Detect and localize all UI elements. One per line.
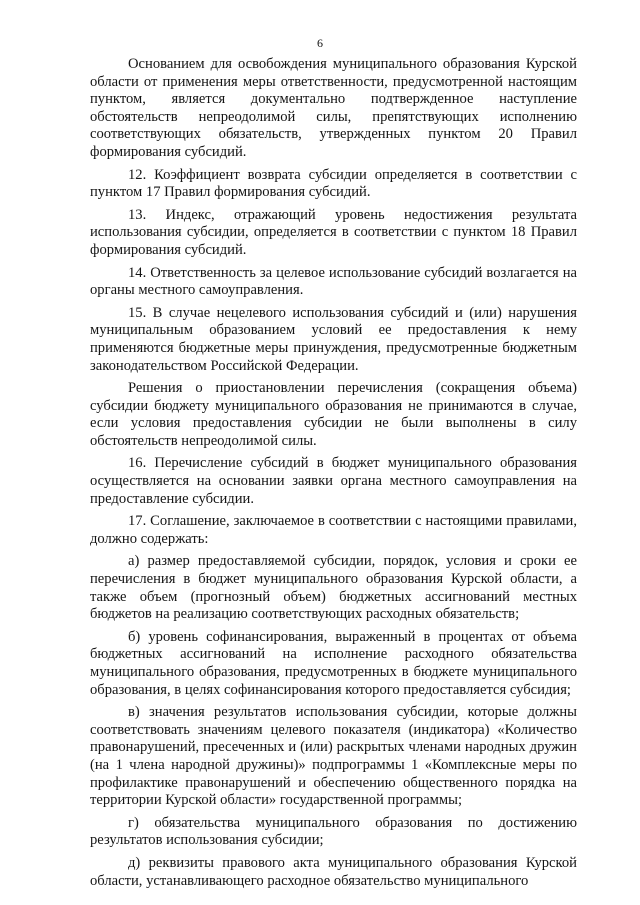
page-number: 6: [317, 36, 323, 50]
paragraph-14: 14. Ответственность за целевое использование субсидий возлагается на органы местного самоуправления.: [90, 264, 577, 299]
paragraph-16: 16. Перечисление субсидий в бюджет муниципального образования осуществляется на основании заявки органа местного самоуправления на предоставление субсидии.: [90, 455, 577, 507]
paragraph-17-v: в) значения результатов использования субсидии, которые должны соответствовать значениям целевого показателя (индикатора) «Количество правонарушений, пресеченных и (или) раскрытых членами народных дружин (на 1 члена народной дружины)» подпрограммы 1 «Комплексные меры по профилактике правонарушений и обеспечению общественного порядка на территории Курской области» государственной программы;: [90, 704, 577, 809]
document-body: [90, 56, 577, 895]
paragraph-12: 12. Коэффициент возврата субсидии определяется в соответствии с пунктом 17 Правил формирования субсидий.: [90, 166, 577, 201]
paragraph-exemption-basis: Основанием для освобождения муниципального образования Курской области от применения меры ответственности, предусмотренной настоящим пунктом, является документально подтвержденное наступление обстоятельств непреодолимой силы, препятствующих исполнению соответствующих обязательств, утвержденных пунктом 20 Правил формирования субсидий.: [90, 56, 577, 160]
paragraph-suspension-decisions: Решения о приостановлении перечисления (сокращения объема) субсидии бюджету муниципального образования не принимаются в случае, если условия предоставления субсидии не были выполнены в силу обстоятельств непреодолимой силы.: [90, 380, 577, 449]
paragraph-15: 15. В случае нецелевого использования субсидий и (или) нарушения муниципальным образованием условий ее предоставления к нему применяются бюджетные меры принуждения, предусмотренные бюджетным законодательством Российской Федерации.: [90, 304, 577, 374]
paragraph-13: 13. Индекс, отражающий уровень недостижения результата использования субсидии, определяется в соответствии с пунктом 18 Правил формирования субсидий.: [90, 206, 577, 258]
paragraph-17-d: д) реквизиты правового акта муниципального образования Курской области, устанавливающего расходное обязательство муниципального: [90, 854, 577, 889]
paragraph-17-a: а) размер предоставляемой субсидии, порядок, условия и сроки ее перечисления в бюджет муниципального образования Курской области, а также объем (прогнозный объем) бюджетных ассигнований местных бюджетов на реализацию соответствующих расходных обязательств;: [90, 553, 577, 623]
paragraph-17: 17. Соглашение, заключаемое в соответствии с настоящими правилами, должно содержать:: [90, 513, 577, 547]
paragraph-17-g: г) обязательства муниципального образования по достижению результатов использования субсидии;: [90, 814, 577, 849]
paragraph-17-b: б) уровень софинансирования, выраженный в процентах от объема бюджетных ассигнований на исполнение расходного обязательства муниципального образования, предусмотренных в бюджете муниципального образования, в целях софинансирования которого предоставляется субсидия;: [90, 628, 577, 698]
